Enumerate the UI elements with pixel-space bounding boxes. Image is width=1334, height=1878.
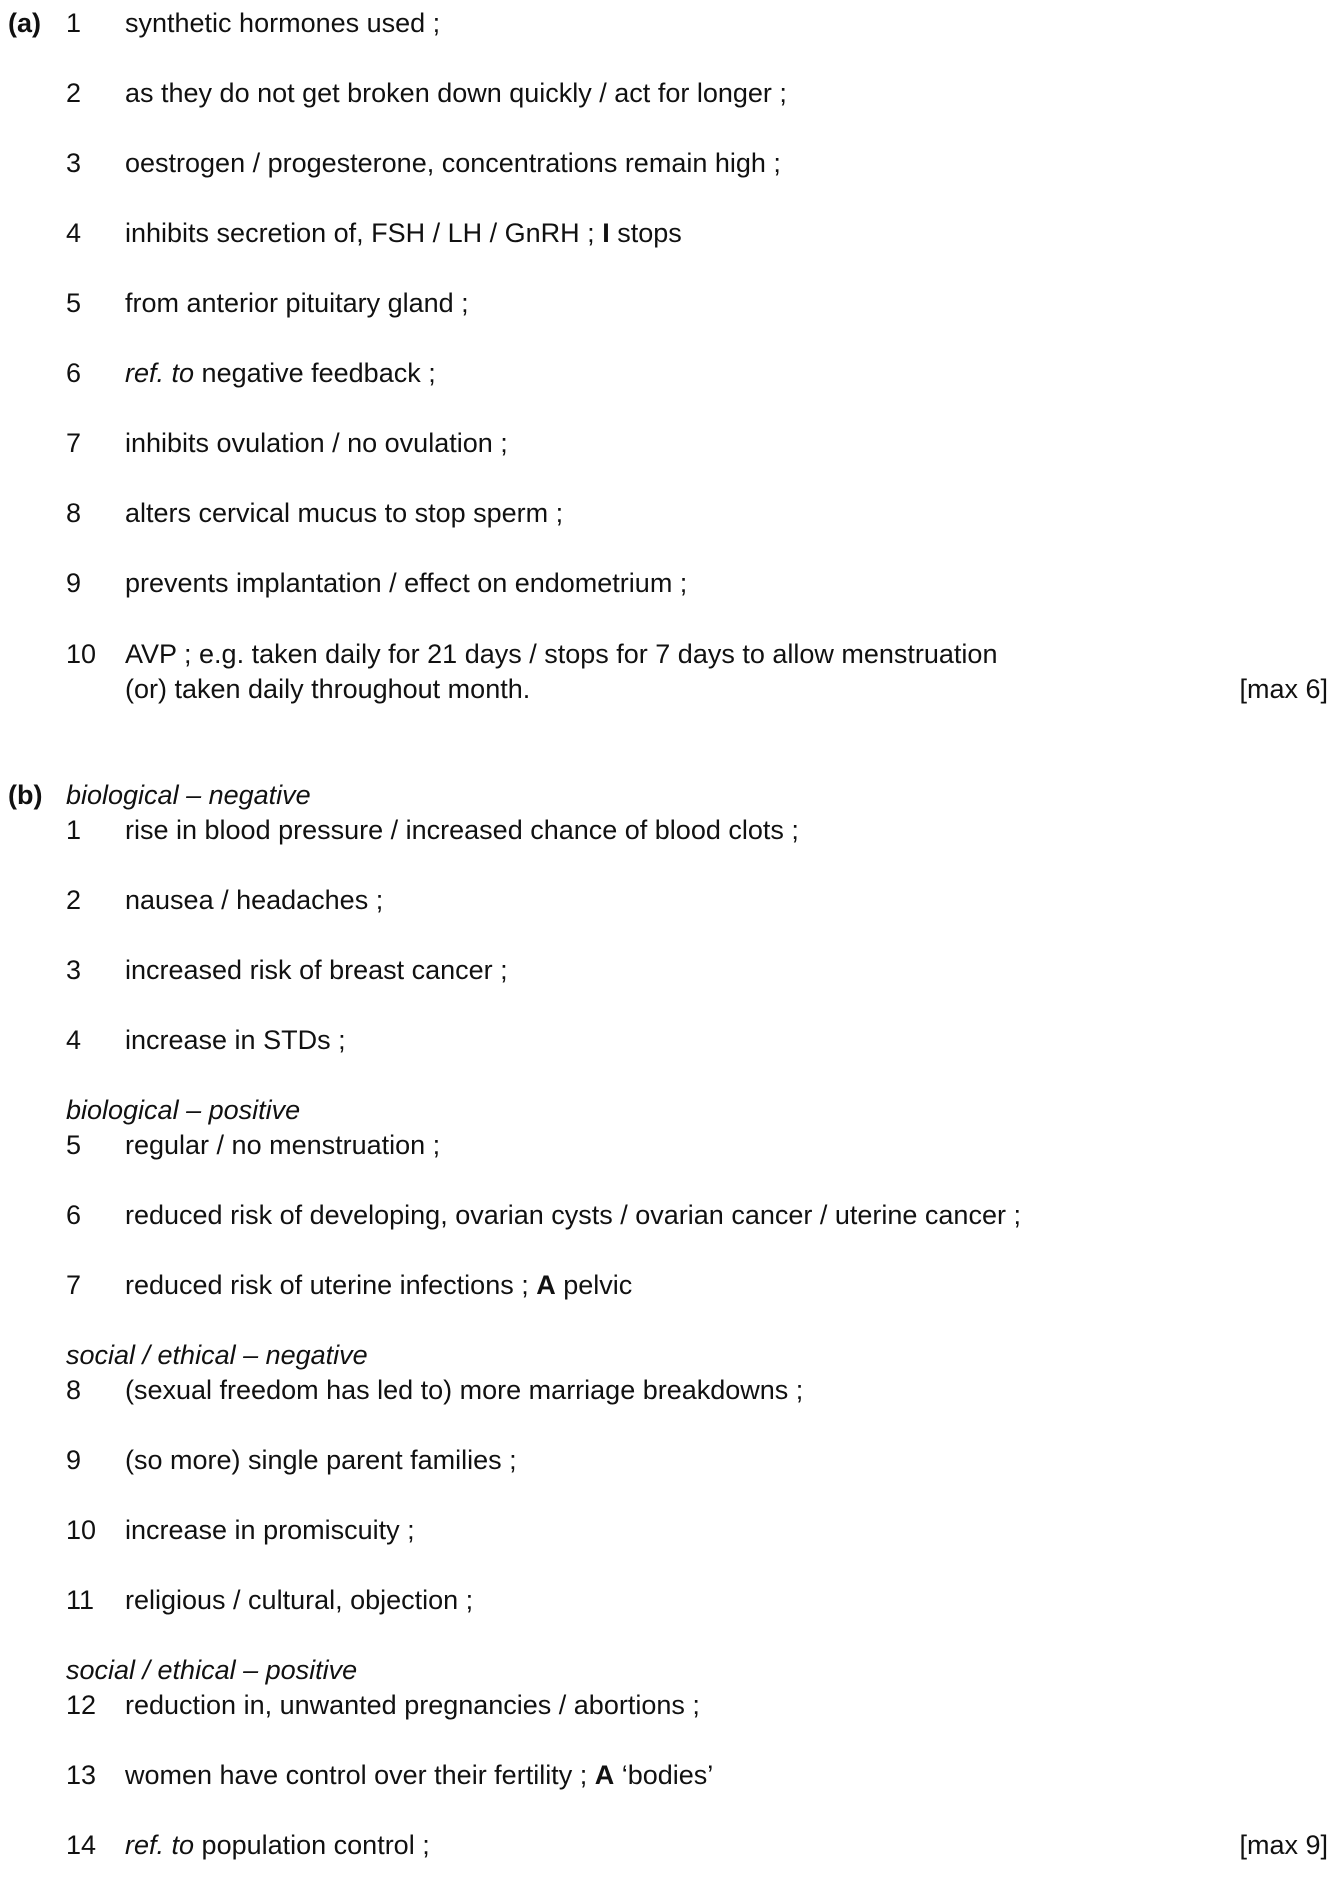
note-marker: A — [536, 1270, 556, 1300]
item-number: 8 — [66, 1375, 82, 1405]
item-text: regular / no menstruation ; — [125, 1130, 441, 1160]
part-a-label: (a) — [8, 8, 41, 38]
item-text-with-note — [125, 1272, 632, 1299]
max-marks: [max 9] — [1239, 1830, 1328, 1860]
note-marker: I — [602, 218, 610, 248]
item-text-with-note — [125, 1762, 713, 1789]
max-marks: [max 6] — [1239, 674, 1328, 704]
note-marker: A — [594, 1760, 615, 1790]
part-b-label: (b) — [8, 780, 43, 810]
item-text: from anterior pituitary gland ; — [125, 288, 469, 318]
note-text: pelvic — [563, 1270, 633, 1300]
item-number: 7 — [66, 428, 82, 458]
item-number: 5 — [66, 1130, 82, 1160]
item-text: inhibits secretion of, FSH / LH / GnRH ; — [125, 218, 595, 248]
item-number: 8 — [66, 498, 82, 528]
item-number: 4 — [66, 218, 82, 248]
item-text-with-note — [125, 220, 682, 247]
item-number: 2 — [66, 885, 82, 915]
item-text: increase in promiscuity ; — [125, 1515, 415, 1545]
item-text: women have control over their fertility ; — [125, 1760, 588, 1790]
item-text: nausea / headaches ; — [125, 885, 384, 915]
item-text: increase in STDs ; — [125, 1025, 346, 1055]
item-number: 4 — [66, 1025, 82, 1055]
italic-prefix: ref. to — [125, 358, 195, 388]
group-heading: social / ethical – positive — [66, 1655, 358, 1685]
item-text: synthetic hormones used ; — [125, 8, 441, 38]
item-text: reduced risk of uterine infections ; — [125, 1270, 529, 1300]
item-text: (so more) single parent families ; — [125, 1445, 517, 1475]
item-number: 11 — [66, 1585, 95, 1615]
item-number: 13 — [66, 1760, 97, 1790]
item-text-continuation: (or) taken daily throughout month. — [125, 674, 531, 704]
italic-prefix: ref. to — [125, 1830, 195, 1860]
item-text: increased risk of breast cancer ; — [125, 955, 508, 985]
item-number: 1 — [66, 815, 82, 845]
item-text: religious / cultural, objection ; — [125, 1585, 474, 1615]
item-number: 9 — [66, 568, 82, 598]
item-text: alters cervical mucus to stop sperm ; — [125, 498, 564, 528]
item-number: 10 — [66, 639, 97, 669]
group-heading: biological – positive — [66, 1095, 301, 1125]
item-number: 7 — [66, 1270, 82, 1300]
item-text: population control ; — [201, 1830, 430, 1860]
item-number: 2 — [66, 78, 82, 108]
item-text: reduced risk of developing, ovarian cysts / ovarian cancer / uterine cancer ; — [125, 1200, 1021, 1230]
item-text-with-prefix — [125, 360, 436, 387]
item-number: 6 — [66, 1200, 82, 1230]
item-text: negative feedback ; — [201, 358, 436, 388]
note-text: ‘bodies’ — [621, 1760, 714, 1790]
item-text: (sexual freedom has led to) more marriage breakdowns ; — [125, 1375, 804, 1405]
item-number: 14 — [66, 1830, 97, 1860]
item-text: AVP ; e.g. taken daily for 21 days / stops for 7 days to allow menstruation — [125, 639, 998, 669]
item-number: 3 — [66, 148, 82, 178]
item-text: reduction in, unwanted pregnancies / abortions ; — [125, 1690, 700, 1720]
item-text: prevents implantation / effect on endometrium ; — [125, 568, 688, 598]
item-text: oestrogen / progesterone, concentrations remain high ; — [125, 148, 781, 178]
item-number: 12 — [66, 1690, 97, 1720]
item-text: inhibits ovulation / no ovulation ; — [125, 428, 508, 458]
item-number: 9 — [66, 1445, 82, 1475]
item-text-with-prefix — [125, 1832, 430, 1859]
item-number: 5 — [66, 288, 82, 318]
item-text: as they do not get broken down quickly / act for longer ; — [125, 78, 787, 108]
note-text: stops — [617, 218, 682, 248]
item-number: 6 — [66, 358, 82, 388]
group-heading: social / ethical – negative — [66, 1340, 368, 1370]
item-number: 3 — [66, 955, 82, 985]
item-number: 10 — [66, 1515, 97, 1545]
item-number: 1 — [66, 8, 82, 38]
group-heading: biological – negative — [66, 780, 311, 810]
item-text: rise in blood pressure / increased chance of blood clots ; — [125, 815, 799, 845]
